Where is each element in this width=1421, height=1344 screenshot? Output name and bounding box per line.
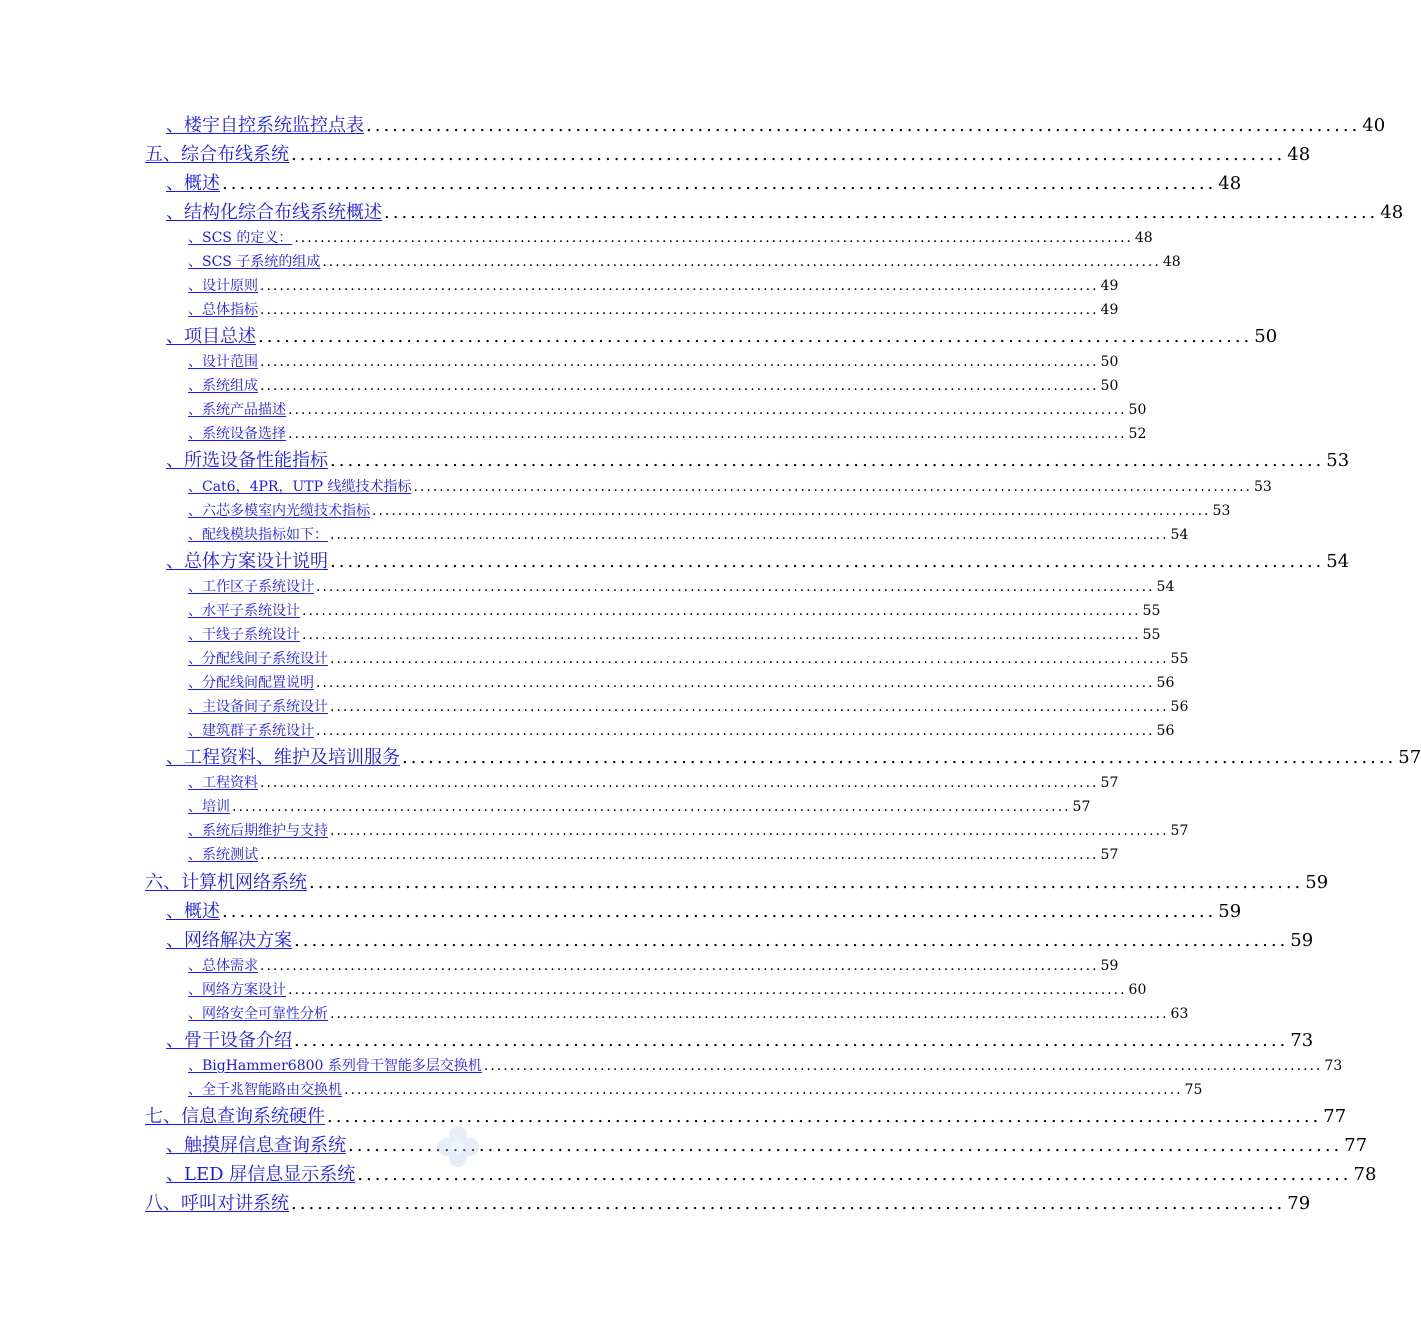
toc-entry[interactable] [166, 169, 1242, 195]
toc-entry-title[interactable]: 、系统后期维护与支持 [188, 823, 328, 839]
toc-entry[interactable] [166, 1131, 1368, 1157]
toc-entry-page: 77 [1344, 1135, 1368, 1156]
dot-leader: .................................................................................................................. [291, 144, 1286, 165]
toc-entry[interactable] [188, 1003, 1189, 1023]
dot-leader: .................................................................................................................................. [294, 230, 1133, 246]
toc-entry[interactable] [188, 275, 1119, 295]
dot-leader: .................................................................................................................. [402, 747, 1397, 768]
toc-entry-page: 52 [1128, 426, 1147, 442]
toc-entry-title[interactable]: 、系统组成 [188, 378, 258, 394]
dot-leader: .................................................................................................................................. [260, 958, 1099, 974]
toc-entry-title[interactable]: 、楼宇自控系统监控点表 [166, 115, 364, 136]
toc-entry-page: 60 [1128, 982, 1147, 998]
dot-leader: .................................................................................................................. [330, 551, 1325, 572]
toc-entry-title[interactable]: 、配线模块指标如下： [188, 527, 328, 543]
toc-entry[interactable] [188, 796, 1091, 816]
toc-entry-title[interactable]: 六、计算机网络系统 [145, 872, 307, 893]
toc-entry-title[interactable]: 、全千兆智能路由交换机 [188, 1082, 342, 1098]
toc-entry[interactable] [166, 198, 1404, 224]
toc-entry-title[interactable]: 、触摸屏信息查询系统 [166, 1135, 346, 1156]
toc-entry-page: 53 [1212, 503, 1231, 519]
dot-leader: .................................................................................................................. [384, 202, 1379, 223]
dot-leader: .................................................................................................................................. [302, 627, 1141, 643]
toc-entry-page: 57 [1170, 823, 1189, 839]
toc-entry-page: 55 [1142, 627, 1161, 643]
toc-entry-title[interactable]: 七、信息查询系统硬件 [145, 1106, 325, 1127]
toc-entry[interactable] [188, 399, 1147, 419]
dot-leader: .................................................................................................................. [366, 115, 1361, 136]
dot-leader: .................................................................................................................. [309, 872, 1304, 893]
toc-entry[interactable] [188, 1055, 1343, 1075]
toc-entry-page: 57 [1100, 775, 1119, 791]
dot-leader: .................................................................................................................. [348, 1135, 1343, 1156]
dot-leader: .................................................................................................................................. [288, 982, 1127, 998]
toc-entry-page: 75 [1184, 1082, 1203, 1098]
toc-entry-title[interactable]: 五、综合布线系统 [145, 144, 289, 165]
toc-entry[interactable] [188, 696, 1189, 716]
toc-entry-title[interactable]: 、工程资料、维护及培训服务 [166, 747, 400, 768]
toc-entry-title[interactable]: 、总体方案设计说明 [166, 551, 328, 572]
toc-entry[interactable] [166, 446, 1350, 472]
toc-entry[interactable] [145, 1102, 1347, 1128]
toc-entry-page: 54 [1170, 527, 1189, 543]
dot-leader: .................................................................................................................................. [330, 651, 1169, 667]
toc-entry-page: 59 [1305, 872, 1329, 893]
toc-entry[interactable] [166, 1160, 1377, 1186]
dot-leader: .................................................................................................................................. [330, 823, 1169, 839]
dot-leader: .................................................................................................................................. [260, 302, 1099, 318]
toc-entry-title[interactable]: 、培训 [188, 799, 230, 815]
toc-entry-page: 50 [1100, 354, 1119, 370]
toc-entry[interactable] [188, 351, 1119, 371]
toc-entry[interactable] [166, 743, 1421, 769]
toc-entry[interactable] [188, 500, 1231, 520]
toc-entry-page: 59 [1100, 958, 1119, 974]
dot-leader: .................................................................................................................. [222, 901, 1217, 922]
toc-entry-page: 55 [1170, 651, 1189, 667]
dot-leader: .................................................................................................................. [294, 1030, 1289, 1051]
toc-entry[interactable] [188, 648, 1189, 668]
toc-entry-page: 59 [1290, 930, 1314, 951]
toc-entry-title[interactable]: 、SCS 的定义： [188, 230, 293, 246]
toc-entry-title[interactable]: 、SCS 子系统的组成 [188, 254, 321, 270]
toc-entry[interactable] [188, 772, 1119, 792]
toc-entry[interactable] [188, 720, 1175, 740]
dot-leader: .................................................................................................................. [291, 1193, 1286, 1214]
toc-entry-title[interactable]: 、系统设备选择 [188, 426, 286, 442]
toc-entry-title[interactable]: 、网络方案设计 [188, 982, 286, 998]
toc-entry-title[interactable]: 、系统产品描述 [188, 402, 286, 418]
dot-leader: .................................................................................................................................. [260, 775, 1099, 791]
dot-leader: .................................................................................................................................. [330, 1006, 1169, 1022]
toc-entry-page: 56 [1156, 723, 1175, 739]
flower-icon [434, 1125, 482, 1169]
toc-entry[interactable] [188, 227, 1153, 247]
dot-leader: .................................................................................................................................. [316, 675, 1155, 691]
toc-entry-page: 73 [1324, 1058, 1343, 1074]
toc-entry-title[interactable]: 、Cat6，4PR，UTP 线缆技术指标 [188, 479, 412, 495]
toc-entry-title[interactable]: 、六芯多模室内光缆技术指标 [188, 503, 370, 519]
toc-entry-title[interactable]: 、总体指标 [188, 302, 258, 318]
toc-entry[interactable] [145, 1189, 1311, 1215]
toc-entry[interactable] [188, 524, 1189, 544]
toc-entry-title[interactable]: 、系统测试 [188, 847, 258, 863]
toc-entry-title[interactable]: 、结构化综合布线系统概述 [166, 202, 382, 223]
toc-entry-title[interactable]: 、BigHammer6800 系列骨干智能多层交换机 [188, 1058, 482, 1074]
toc-entry-title[interactable]: 、工程资料 [188, 775, 258, 791]
dot-leader: .................................................................................................................................. [330, 527, 1169, 543]
toc-entry-page: 59 [1218, 901, 1242, 922]
toc-entry-title[interactable]: 、建筑群子系统设计 [188, 723, 314, 739]
toc-entry[interactable] [166, 897, 1242, 923]
dot-leader: .................................................................................................................................. [413, 479, 1252, 495]
toc-entry[interactable] [188, 476, 1272, 496]
toc-entry-page: 77 [1323, 1106, 1347, 1127]
dot-leader: .................................................................................................................................. [260, 354, 1099, 370]
toc-entry-title[interactable]: 、分配线间配置说明 [188, 675, 314, 691]
toc-entry-page: 48 [1134, 230, 1153, 246]
toc-entry-page: 73 [1290, 1030, 1314, 1051]
dot-leader: .................................................................................................................................. [260, 847, 1099, 863]
toc-entry[interactable] [188, 624, 1161, 644]
dot-leader: .................................................................................................................................. [302, 603, 1141, 619]
toc-entry-page: 48 [1380, 202, 1404, 223]
toc-entry[interactable] [188, 820, 1189, 840]
dot-leader: .................................................................................................................................. [232, 799, 1071, 815]
toc-entry-page: 54 [1156, 579, 1175, 595]
toc-entry-title[interactable]: 、网络安全可靠性分析 [188, 1006, 328, 1022]
toc-entry[interactable] [188, 1079, 1203, 1099]
dot-leader: .................................................................................................................................. [316, 723, 1155, 739]
toc-entry-page: 49 [1100, 302, 1119, 318]
toc-entry[interactable] [188, 251, 1181, 271]
toc-entry[interactable] [166, 111, 1386, 137]
toc-entry[interactable] [188, 576, 1175, 596]
dot-leader: .................................................................................................................................. [260, 278, 1099, 294]
dot-leader: .................................................................................................................. [357, 1164, 1352, 1185]
toc-entry[interactable] [188, 844, 1119, 864]
toc-entry-page: 78 [1353, 1164, 1377, 1185]
toc-entry-title[interactable]: 八、呼叫对讲系统 [145, 1193, 289, 1214]
toc-entry-title[interactable]: 、项目总述 [166, 326, 256, 347]
toc-entry-page: 55 [1142, 603, 1161, 619]
toc-entry[interactable] [145, 868, 1329, 894]
toc-entry-page: 53 [1254, 479, 1272, 495]
toc-entry-title[interactable]: 、干线子系统设计 [188, 627, 300, 643]
toc-entry-page: 57 [1398, 747, 1421, 768]
toc-entry[interactable] [188, 955, 1119, 975]
dot-leader: .................................................................................................................. [258, 326, 1253, 347]
toc-entry-title[interactable]: 、总体需求 [188, 958, 258, 974]
toc-entry-page: 53 [1326, 450, 1350, 471]
toc-entry-title[interactable]: 、概述 [166, 173, 220, 194]
dot-leader: .................................................................................................................. [330, 450, 1325, 471]
dot-leader: .................................................................................................................. [327, 1106, 1322, 1127]
toc-entry[interactable] [166, 926, 1314, 952]
toc-entry[interactable] [188, 375, 1119, 395]
toc-entry-title[interactable]: 、设计原则 [188, 278, 258, 294]
toc-entry-page: 57 [1100, 847, 1119, 863]
dot-leader: .................................................................................................................. [222, 173, 1217, 194]
toc-entry[interactable] [188, 672, 1175, 692]
toc-entry-page: 48 [1162, 254, 1181, 270]
toc-entry-page: 48 [1287, 144, 1311, 165]
toc-entry-title[interactable]: 、水平子系统设计 [188, 603, 300, 619]
toc-entry[interactable] [188, 299, 1119, 319]
toc-entry-title[interactable]: 、LED 屏信息显示系统 [166, 1164, 356, 1185]
toc-entry-page: 40 [1362, 115, 1386, 136]
toc-entry[interactable] [166, 547, 1350, 573]
dot-leader: .................................................................................................................................. [344, 1082, 1183, 1098]
toc-entry-title[interactable]: 、工作区子系统设计 [188, 579, 314, 595]
toc-entry-page: 50 [1100, 378, 1119, 394]
toc-entry[interactable] [188, 979, 1147, 999]
toc-entry-page: 50 [1254, 326, 1278, 347]
dot-leader: .................................................................................................................. [294, 930, 1289, 951]
toc-entry-title[interactable]: 、骨干设备介绍 [166, 1030, 292, 1051]
dot-leader: .................................................................................................................................. [288, 402, 1127, 418]
toc-entry[interactable] [166, 322, 1278, 348]
toc-entry[interactable] [188, 600, 1161, 620]
toc-entry-title[interactable]: 、设计范围 [188, 354, 258, 370]
toc-entry-title[interactable]: 、概述 [166, 901, 220, 922]
toc-entry-title[interactable]: 、主设备间子系统设计 [188, 699, 328, 715]
toc-entry[interactable] [188, 423, 1147, 443]
dot-leader: .................................................................................................................................. [483, 1058, 1323, 1074]
toc-entry[interactable] [166, 1026, 1314, 1052]
toc-entry-page: 50 [1128, 402, 1147, 418]
dot-leader: .................................................................................................................................. [330, 699, 1169, 715]
toc-entry-page: 63 [1170, 1006, 1189, 1022]
toc-entry-title[interactable]: 、所选设备性能指标 [166, 450, 328, 471]
dot-leader: .................................................................................................................................. [260, 378, 1099, 394]
dot-leader: .................................................................................................................................. [372, 503, 1211, 519]
toc-entry-page: 54 [1326, 551, 1350, 572]
dot-leader: .................................................................................................................................. [288, 426, 1127, 442]
toc-entry-page: 57 [1072, 799, 1091, 815]
dot-leader: .................................................................................................................................. [322, 254, 1161, 270]
toc-entry-title[interactable]: 、网络解决方案 [166, 930, 292, 951]
toc-entry-page: 56 [1170, 699, 1189, 715]
toc-entry-page: 49 [1100, 278, 1119, 294]
toc-entry-title[interactable]: 、分配线间子系统设计 [188, 651, 328, 667]
toc-entry-page: 56 [1156, 675, 1175, 691]
toc-entry[interactable] [145, 140, 1311, 166]
toc-entry-page: 79 [1287, 1193, 1311, 1214]
dot-leader: .................................................................................................................................. [316, 579, 1155, 595]
toc-entry-page: 48 [1218, 173, 1242, 194]
